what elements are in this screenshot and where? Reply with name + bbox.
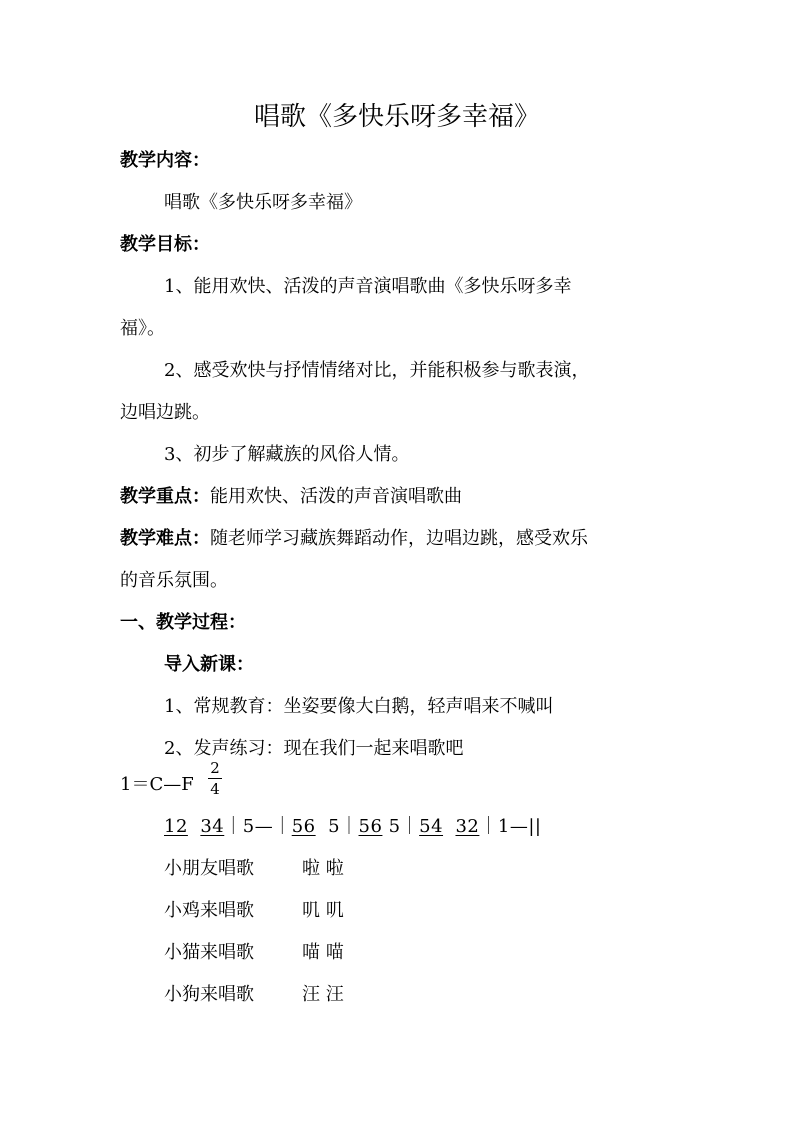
key-point [120, 484, 462, 510]
lyric-phrase-3: 小猫来唱歌 [164, 942, 254, 963]
note-group-underlined: 32 [455, 816, 480, 837]
lyric-sound-1: 啦 啦 [302, 858, 344, 879]
goal-2-line-2: 边唱边跳。 [120, 402, 210, 423]
goals-label: 教学目标： [120, 234, 210, 255]
goal-3: 3、初步了解藏族的风俗人情。 [164, 444, 410, 465]
difficulty-label: 教学难点： [120, 528, 210, 549]
note-group-underlined: 12 [164, 816, 188, 837]
note-separator: 5｜ [315, 816, 359, 837]
note-separator: ｜1—|| [479, 816, 542, 837]
time-signature-top: 2 [210, 759, 220, 777]
step-2: 2、发声练习：现在我们一起来唱歌吧 [164, 738, 464, 759]
note-separator: 5｜ [382, 816, 420, 837]
lyric-sound-4: 汪 汪 [302, 984, 344, 1005]
notation-line [164, 814, 541, 840]
intro-heading: 导入新课： [164, 654, 254, 675]
step-1: 1、常规教育：坐姿要像大白鹅，轻声唱来不喊叫 [164, 696, 554, 717]
lyric-sound-3: 喵 喵 [302, 942, 344, 963]
key-point-label: 教学重点： [120, 486, 210, 507]
goal-1-line-2: 福》。 [120, 318, 165, 339]
content-text: 唱歌《多快乐呀多幸福》 [164, 192, 362, 213]
note-group-underlined: 56 [358, 816, 383, 837]
note-separator [188, 816, 200, 837]
note-separator [443, 816, 455, 837]
goal-1-line-1: 1、能用欢快、活泼的声音演唱歌曲《多快乐呀多幸 [164, 276, 572, 297]
content-label: 教学内容： [120, 150, 210, 171]
lyric-phrase-1: 小朋友唱歌 [164, 858, 254, 879]
lyric-phrase-4: 小狗来唱歌 [164, 984, 254, 1005]
note-group-underlined: 54 [419, 816, 444, 837]
process-heading: 一、教学过程： [120, 612, 246, 633]
time-signature-bar [208, 778, 222, 779]
lyric-phrase-2: 小鸡来唱歌 [164, 900, 254, 921]
lyric-sound-2: 叽 叽 [302, 900, 344, 921]
time-signature [207, 759, 223, 798]
note-group-underlined: 56 [291, 816, 316, 837]
goal-2-line-1: 2、感受欢快与抒情情绪对比，并能积极参与歌表演， [164, 360, 590, 381]
time-signature-bottom: 4 [210, 780, 220, 798]
note-separator: ｜5—｜ [224, 816, 292, 837]
key-point-text: 能用欢快、活泼的声音演唱歌曲 [210, 486, 462, 507]
difficulty-text-line-2: 的音乐氛围。 [120, 570, 228, 591]
difficulty [120, 526, 588, 552]
key-signature: 1＝C—F [120, 774, 194, 795]
document-title: 唱歌《多快乐呀多幸福》 [253, 102, 540, 132]
note-group-underlined: 34 [200, 816, 225, 837]
difficulty-text-line-1: 随老师学习藏族舞蹈动作，边唱边跳，感受欢乐 [210, 528, 588, 549]
